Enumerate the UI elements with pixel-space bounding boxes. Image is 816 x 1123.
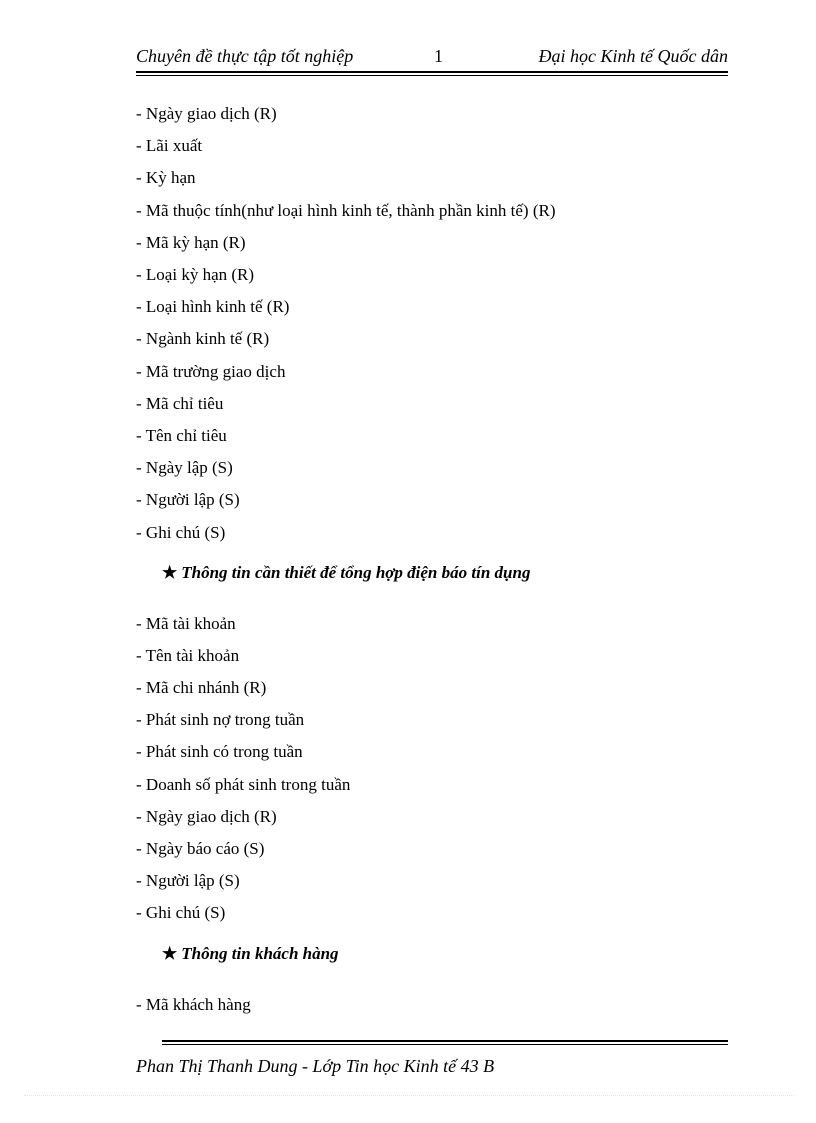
- list-item: - Phát sinh có trong tuần: [136, 742, 303, 761]
- star-icon: ★: [162, 944, 178, 963]
- section-heading: [162, 563, 530, 583]
- section-heading: [162, 944, 339, 964]
- list-item: - Mã chi nhánh (R): [136, 678, 267, 697]
- page-footer: Phan Thị Thanh Dung - Lớp Tin học Kinh tế 43 B: [136, 1056, 495, 1076]
- section-heading-text: Thông tin khách hàng: [181, 944, 339, 963]
- list-item: - Loại hình kinh tế (R): [136, 297, 290, 316]
- list-item: - Tên tài khoản: [136, 646, 240, 665]
- page-edge: [24, 1095, 794, 1096]
- list-item: - Mã tài khoản: [136, 614, 236, 633]
- list-item: - Ngành kinh tế (R): [136, 329, 270, 348]
- list-item: - Người lập (S): [136, 871, 240, 890]
- star-icon: ★: [162, 563, 178, 582]
- list-item: - Loại kỳ hạn (R): [136, 265, 255, 284]
- list-item: - Kỳ hạn: [136, 168, 196, 187]
- list-item: - Mã chỉ tiêu: [136, 394, 224, 413]
- footer-rule: [162, 1040, 728, 1042]
- header-rule-thin: [136, 75, 728, 76]
- page-number: 1: [434, 46, 443, 66]
- header-right-title: Đại học Kinh tế Quốc dân: [538, 46, 728, 66]
- header-rule: [136, 71, 728, 73]
- list-item: - Phát sinh nợ trong tuần: [136, 710, 305, 729]
- list-item: - Ghi chú (S): [136, 903, 226, 922]
- list-item: - Ghi chú (S): [136, 523, 226, 542]
- list-item: - Doanh số phát sinh trong tuần: [136, 775, 351, 794]
- list-item: - Ngày giao dịch (R): [136, 807, 277, 826]
- list-item: - Mã kỳ hạn (R): [136, 233, 246, 252]
- list-item: - Người lập (S): [136, 490, 240, 509]
- header-left-title: Chuyên đề thực tập tốt nghiệp: [136, 46, 354, 66]
- list-item: - Mã trường giao dịch: [136, 362, 286, 381]
- list-item: - Ngày giao dịch (R): [136, 104, 277, 123]
- list-item: - Mã thuộc tính(như loại hình kinh tế, thành phần kinh tế) (R): [136, 201, 556, 220]
- list-item: - Ngày lập (S): [136, 458, 233, 477]
- footer-rule-thin: [162, 1044, 728, 1045]
- list-item: - Tên chỉ tiêu: [136, 426, 227, 445]
- list-item: - Mã khách hàng: [136, 995, 251, 1014]
- section-heading-text: Thông tin cần thiết để tổng hợp điện báo tín dụng: [181, 563, 531, 582]
- list-item: - Lãi xuất: [136, 136, 203, 155]
- page-header: [136, 46, 728, 70]
- list-item: - Ngày báo cáo (S): [136, 839, 265, 858]
